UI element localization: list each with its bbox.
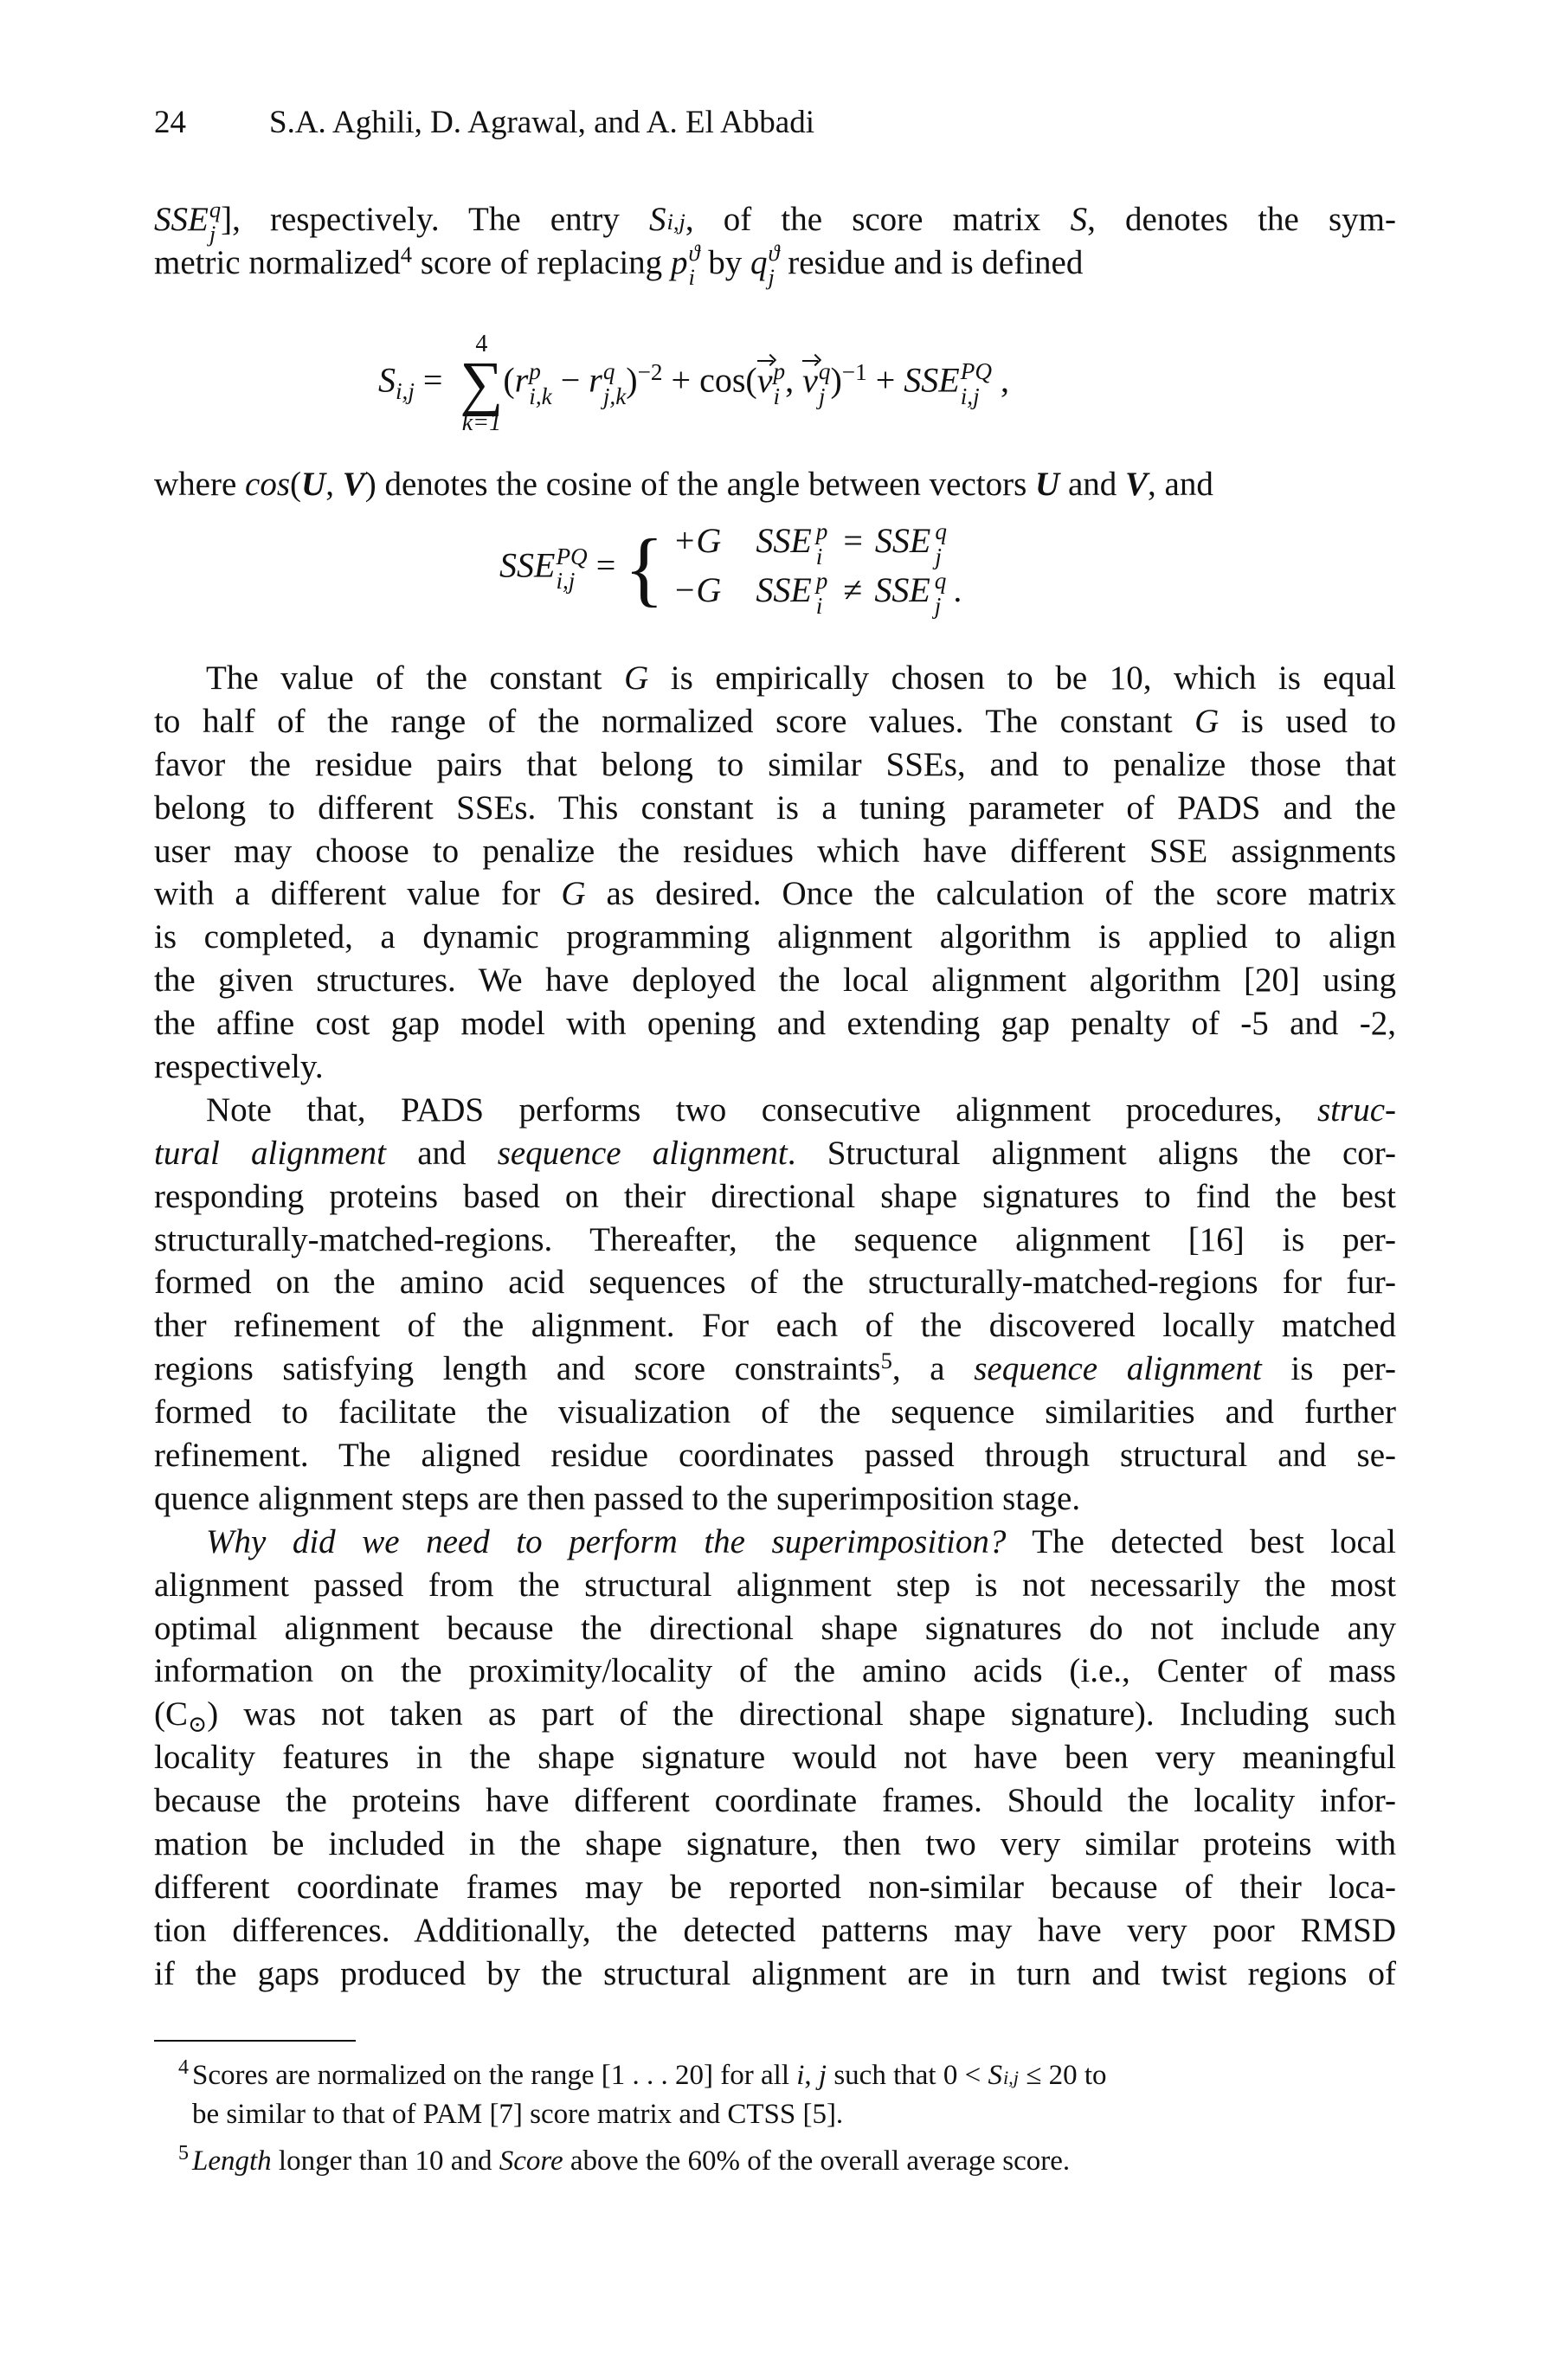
text-run: and — [386, 1134, 498, 1172]
text-line — [154, 1002, 1396, 1045]
math-scripts — [688, 241, 699, 290]
text-line — [154, 1693, 1396, 1736]
equation-sse-pq — [499, 519, 965, 618]
math-term — [750, 240, 780, 290]
text-run: the given structures. We have deployed the local alignment algorithm [20] using — [154, 962, 1396, 1000]
sse-term: SSE — [874, 520, 931, 560]
text-line — [154, 1823, 1396, 1866]
text-run: Note that, PADS performs two consecutive alignment procedures, — [206, 1090, 1317, 1129]
text-run: struc- — [1317, 1090, 1396, 1129]
text-run: tion differences. Additionally, the detected patterns may have very poor RMSD — [154, 1911, 1396, 1949]
r1-sub: i,k — [529, 383, 552, 409]
text-line — [154, 1521, 1396, 1564]
eq2-lhs-scripts — [556, 544, 587, 594]
math-term — [670, 240, 700, 290]
r-term: r — [589, 360, 602, 400]
text-run: V — [1125, 466, 1149, 503]
math-sup: ϑ — [688, 240, 700, 267]
text-run: The value of the constant — [206, 659, 625, 697]
text-run: locality features in the shape signature would not have been very meaningful — [154, 1739, 1396, 1777]
text-run: j — [818, 2060, 827, 2091]
text-run: above the 60% of the overall average score. — [563, 2145, 1071, 2177]
text-run: mation be included in the shape signature, then two very similar proteins with — [154, 1825, 1396, 1863]
scripts — [816, 569, 832, 618]
where-line — [154, 463, 1396, 506]
math-sub: j — [768, 263, 775, 290]
sse-sub: i,j — [960, 383, 980, 409]
text-run: S — [1070, 201, 1088, 238]
text-run: residue and is defined — [779, 243, 1084, 281]
text-line — [154, 1132, 1396, 1175]
scripts — [935, 519, 950, 569]
sup: p — [815, 568, 828, 595]
sup: p — [815, 518, 828, 544]
math-sup: q — [209, 196, 222, 223]
text-run: ther refinement of the alignment. For each of the discovered locally matched — [154, 1307, 1396, 1345]
text-run: ], respectively. The entry — [221, 201, 650, 238]
text-run: tural alignment — [154, 1134, 387, 1172]
sub: i — [815, 543, 823, 569]
text-run: regions satisfying length and score constraints — [154, 1350, 881, 1388]
v1-sub: i — [773, 383, 781, 409]
text-run: structurally-matched-regions. Thereafter, the sequence alignment [16] is per- — [154, 1220, 1396, 1258]
text-run: G — [1194, 702, 1220, 740]
text-run: optimal alignment because the directional shape signatures do not include any — [154, 1609, 1396, 1647]
sup: q — [934, 568, 947, 595]
text-run: G — [624, 659, 649, 697]
v2-sup: q — [818, 357, 831, 384]
text-run: G — [561, 875, 586, 913]
text-run: is empirically chosen to be 10, which is equal — [648, 659, 1396, 697]
sse-term: SSE — [756, 569, 812, 609]
intro-paragraph — [154, 196, 1396, 290]
comma: , — [991, 360, 1009, 400]
text-run: , denotes the sym- — [1087, 201, 1396, 238]
text-line — [154, 240, 1396, 290]
r2-sup: q — [602, 357, 615, 384]
text-run: metric normalized — [154, 243, 401, 281]
eq2-lhs: SSE — [499, 545, 556, 585]
text-line — [154, 196, 1396, 248]
text-line — [154, 1304, 1396, 1348]
sse-term: SSE — [874, 569, 930, 609]
footnote-marker: 5 — [880, 1348, 892, 1373]
text-run: with a different value for — [154, 875, 562, 913]
text-line — [154, 1089, 1396, 1132]
r2-scripts — [603, 359, 626, 408]
vector-v1: v — [756, 360, 773, 400]
text-run: if the gaps produced by the structural alignment are in turn and twist regions of — [154, 1954, 1396, 1992]
text-run: U — [1035, 466, 1060, 503]
text-line — [154, 1736, 1396, 1779]
text-line — [154, 1477, 1396, 1521]
case-row — [673, 569, 965, 618]
text-run: score of replacing — [412, 243, 671, 281]
body-text — [154, 657, 1396, 1996]
text-run: is per- — [1261, 1350, 1396, 1388]
footnote-line — [154, 2049, 1396, 2095]
text-run: U — [301, 466, 326, 503]
scripts — [816, 519, 832, 569]
text-line — [154, 1219, 1396, 1262]
text-run: ) denotes the cosine of the angle between vectors — [364, 466, 1036, 503]
text-line — [154, 657, 1396, 700]
text-run: i — [796, 2060, 805, 2091]
text-run: be similar to that of PAM [7] score matrix and CTSS [5]. — [192, 2099, 844, 2130]
paren: ( — [503, 360, 515, 400]
sub: j — [935, 543, 942, 569]
math-sub: i,j — [1002, 2066, 1020, 2088]
math-sup: ϑ — [768, 240, 780, 267]
sse-sup: PQ — [960, 357, 992, 384]
math-base: S — [988, 2060, 1002, 2091]
footnotes — [154, 2049, 1396, 2181]
text-line — [154, 787, 1396, 830]
text-run: , — [325, 466, 343, 503]
text-line — [154, 1434, 1396, 1477]
text-run: respectively. — [154, 1048, 324, 1086]
text-run: sequence alignment — [974, 1350, 1262, 1388]
text-run: where — [154, 466, 246, 503]
footnote-number: 4 — [178, 2056, 189, 2079]
text-line — [154, 463, 1396, 506]
comma: , — [785, 360, 803, 400]
sub: j — [934, 592, 942, 619]
math-term — [154, 196, 222, 248]
footnote-rule — [154, 2040, 356, 2042]
text-line — [154, 1866, 1396, 1909]
v2-sub: j — [818, 383, 826, 409]
math-base: S — [649, 201, 666, 238]
text-run: formed on the amino acid sequences of the structurally-matched-regions for fur- — [154, 1264, 1396, 1302]
eq-equals: = — [587, 545, 625, 585]
text-run: Why did we need to perform the superimposition? — [206, 1522, 1007, 1560]
text-line — [154, 1348, 1396, 1391]
power: −1 — [841, 359, 867, 386]
text-line — [154, 1175, 1396, 1219]
text-run: alignment passed from the structural alignment step is not necessarily the most — [154, 1566, 1396, 1604]
footnote-marker: 4 — [400, 241, 413, 267]
text-run: is completed, a dynamic programming alignment algorithm is applied to align — [154, 918, 1396, 956]
eq2-lhs-sup: PQ — [556, 543, 588, 569]
text-run: sequence alignment — [497, 1134, 788, 1172]
running-header-authors: S.A. Aghili, D. Agrawal, and A. El Abbadi — [269, 105, 814, 140]
vector-v2: v — [802, 360, 818, 400]
case-row — [673, 519, 965, 569]
text-run: such that 0 < — [827, 2060, 988, 2091]
text-run: refinement. The aligned residue coordinates passed through structural and se- — [154, 1437, 1396, 1475]
cos-term: + cos( — [662, 360, 757, 400]
math-sub: j — [209, 221, 216, 248]
text-run: as desired. Once the calculation of the score matrix — [585, 875, 1396, 913]
relation: ≠ — [834, 569, 872, 609]
text-run: user may choose to penalize the residues which have different SSE assignments — [154, 832, 1396, 870]
sse-scripts — [961, 359, 992, 408]
eq-equals: = — [414, 360, 452, 400]
text-run: belong to different SSEs. This constant is a tuning parameter of PADS and the — [154, 788, 1396, 827]
text-line — [154, 700, 1396, 743]
math-base: p — [670, 243, 688, 281]
sse-term: SSE — [756, 520, 812, 560]
r2-sub: j,k — [602, 383, 627, 409]
case-sign: +G — [673, 520, 722, 560]
math-term — [988, 2060, 1019, 2091]
text-line — [154, 916, 1396, 959]
text-run: (C — [154, 1695, 188, 1734]
end: . — [953, 569, 962, 609]
equation-score-matrix — [378, 332, 1009, 435]
text-run: different coordinate frames may be reported non-similar because of their loca- — [154, 1868, 1396, 1906]
summation — [460, 332, 503, 435]
text-run: Score — [499, 2145, 563, 2177]
text-line — [154, 1909, 1396, 1952]
text-run: ⊙ — [188, 1711, 208, 1738]
text-run: is used to — [1219, 702, 1396, 740]
math-term — [649, 201, 685, 238]
text-line — [154, 743, 1396, 787]
text-run: to half of the range of the normalized score values. The constant — [154, 702, 1195, 740]
text-run: ( — [290, 466, 302, 503]
text-run: , a — [891, 1350, 975, 1388]
text-run: , of the score matrix — [685, 201, 1071, 238]
math-scripts — [667, 210, 685, 235]
paren: ) — [830, 360, 842, 400]
text-line — [154, 959, 1396, 1002]
text-line — [154, 1779, 1396, 1823]
page-number: 24 — [154, 105, 186, 140]
text-line — [154, 1952, 1396, 1996]
footnote-line — [154, 2095, 1396, 2134]
math-scripts — [209, 198, 221, 247]
minus: − — [551, 360, 589, 400]
eq2-lhs-sub: i,j — [556, 568, 576, 595]
sub: i — [815, 592, 823, 619]
math-scripts — [1003, 2068, 1019, 2088]
footnote-line — [154, 2134, 1396, 2181]
footnote-number: 5 — [178, 2142, 189, 2165]
sse-term: SSE — [904, 360, 960, 400]
v1-scripts — [774, 359, 786, 408]
text-line — [154, 1391, 1396, 1434]
text-run: by — [699, 243, 750, 281]
text-run: information on the proximity/locality of the amino acids (i.e., Center of mass — [154, 1652, 1396, 1690]
text-run: quence alignment steps are then passed to the superimposition stage. — [154, 1479, 1081, 1517]
text-run: because the proteins have different coordinate frames. Should the locality infor- — [154, 1782, 1396, 1820]
text-run: responding proteins based on their directional shape signatures to find the best — [154, 1177, 1396, 1215]
text-run: Scores are normalized on the range [1 . . . 20] for all — [192, 2060, 797, 2091]
text-run: , — [804, 2060, 819, 2091]
math-sub: i — [688, 263, 695, 290]
text-run: formed to facilitate the visualization of the sequence similarities and further — [154, 1393, 1396, 1431]
text-line — [154, 1045, 1396, 1089]
text-line — [154, 830, 1396, 873]
text-run: The detected best local — [1006, 1522, 1396, 1560]
text-run: ≤ 20 to — [1019, 2060, 1107, 2091]
sum-lower: k=1 — [461, 409, 502, 436]
scripts — [935, 569, 950, 618]
relation: = — [834, 520, 872, 560]
sup: q — [935, 518, 947, 544]
text-line — [154, 1607, 1396, 1650]
sum-upper: 4 — [475, 331, 488, 357]
r1-sup: p — [529, 357, 541, 384]
paren: ) — [626, 360, 638, 400]
text-line — [154, 1564, 1396, 1607]
plus: + — [866, 360, 904, 400]
text-run: Length — [192, 2145, 272, 2177]
cases — [673, 519, 965, 618]
text-run: favor the residue pairs that belong to similar SSEs, and to penalize those that — [154, 745, 1396, 783]
eq-lhs: S — [378, 360, 396, 400]
eq-lhs-sub: i,j — [396, 377, 415, 404]
text-run: longer than 10 and — [271, 2145, 499, 2177]
r1-scripts — [529, 359, 551, 408]
text-run: ) was not taken as part of the directional shape signature). Including such — [207, 1695, 1396, 1734]
text-line — [154, 872, 1396, 916]
text-run: the affine cost gap model with opening and extending gap penalty of -5 and -2, — [154, 1005, 1396, 1043]
text-run: and — [1059, 466, 1125, 503]
text-run: . Structural alignment aligns the cor- — [787, 1134, 1396, 1172]
math-base: SSE — [154, 201, 209, 238]
math-sub: i,j — [666, 209, 685, 235]
case-sign: −G — [673, 569, 722, 609]
math-scripts — [768, 241, 779, 290]
v1-sup: p — [773, 357, 786, 384]
math-base: q — [750, 243, 768, 281]
text-run: cos — [245, 466, 291, 503]
r-term: r — [514, 360, 529, 400]
sum-symbol: ∑ — [460, 351, 504, 417]
v2-scripts — [819, 359, 831, 408]
text-run: , and — [1148, 466, 1213, 503]
power: −2 — [637, 359, 663, 386]
text-line — [154, 1261, 1396, 1304]
text-run: V — [342, 466, 365, 503]
text-line — [154, 1650, 1396, 1693]
brace: { — [624, 522, 665, 615]
